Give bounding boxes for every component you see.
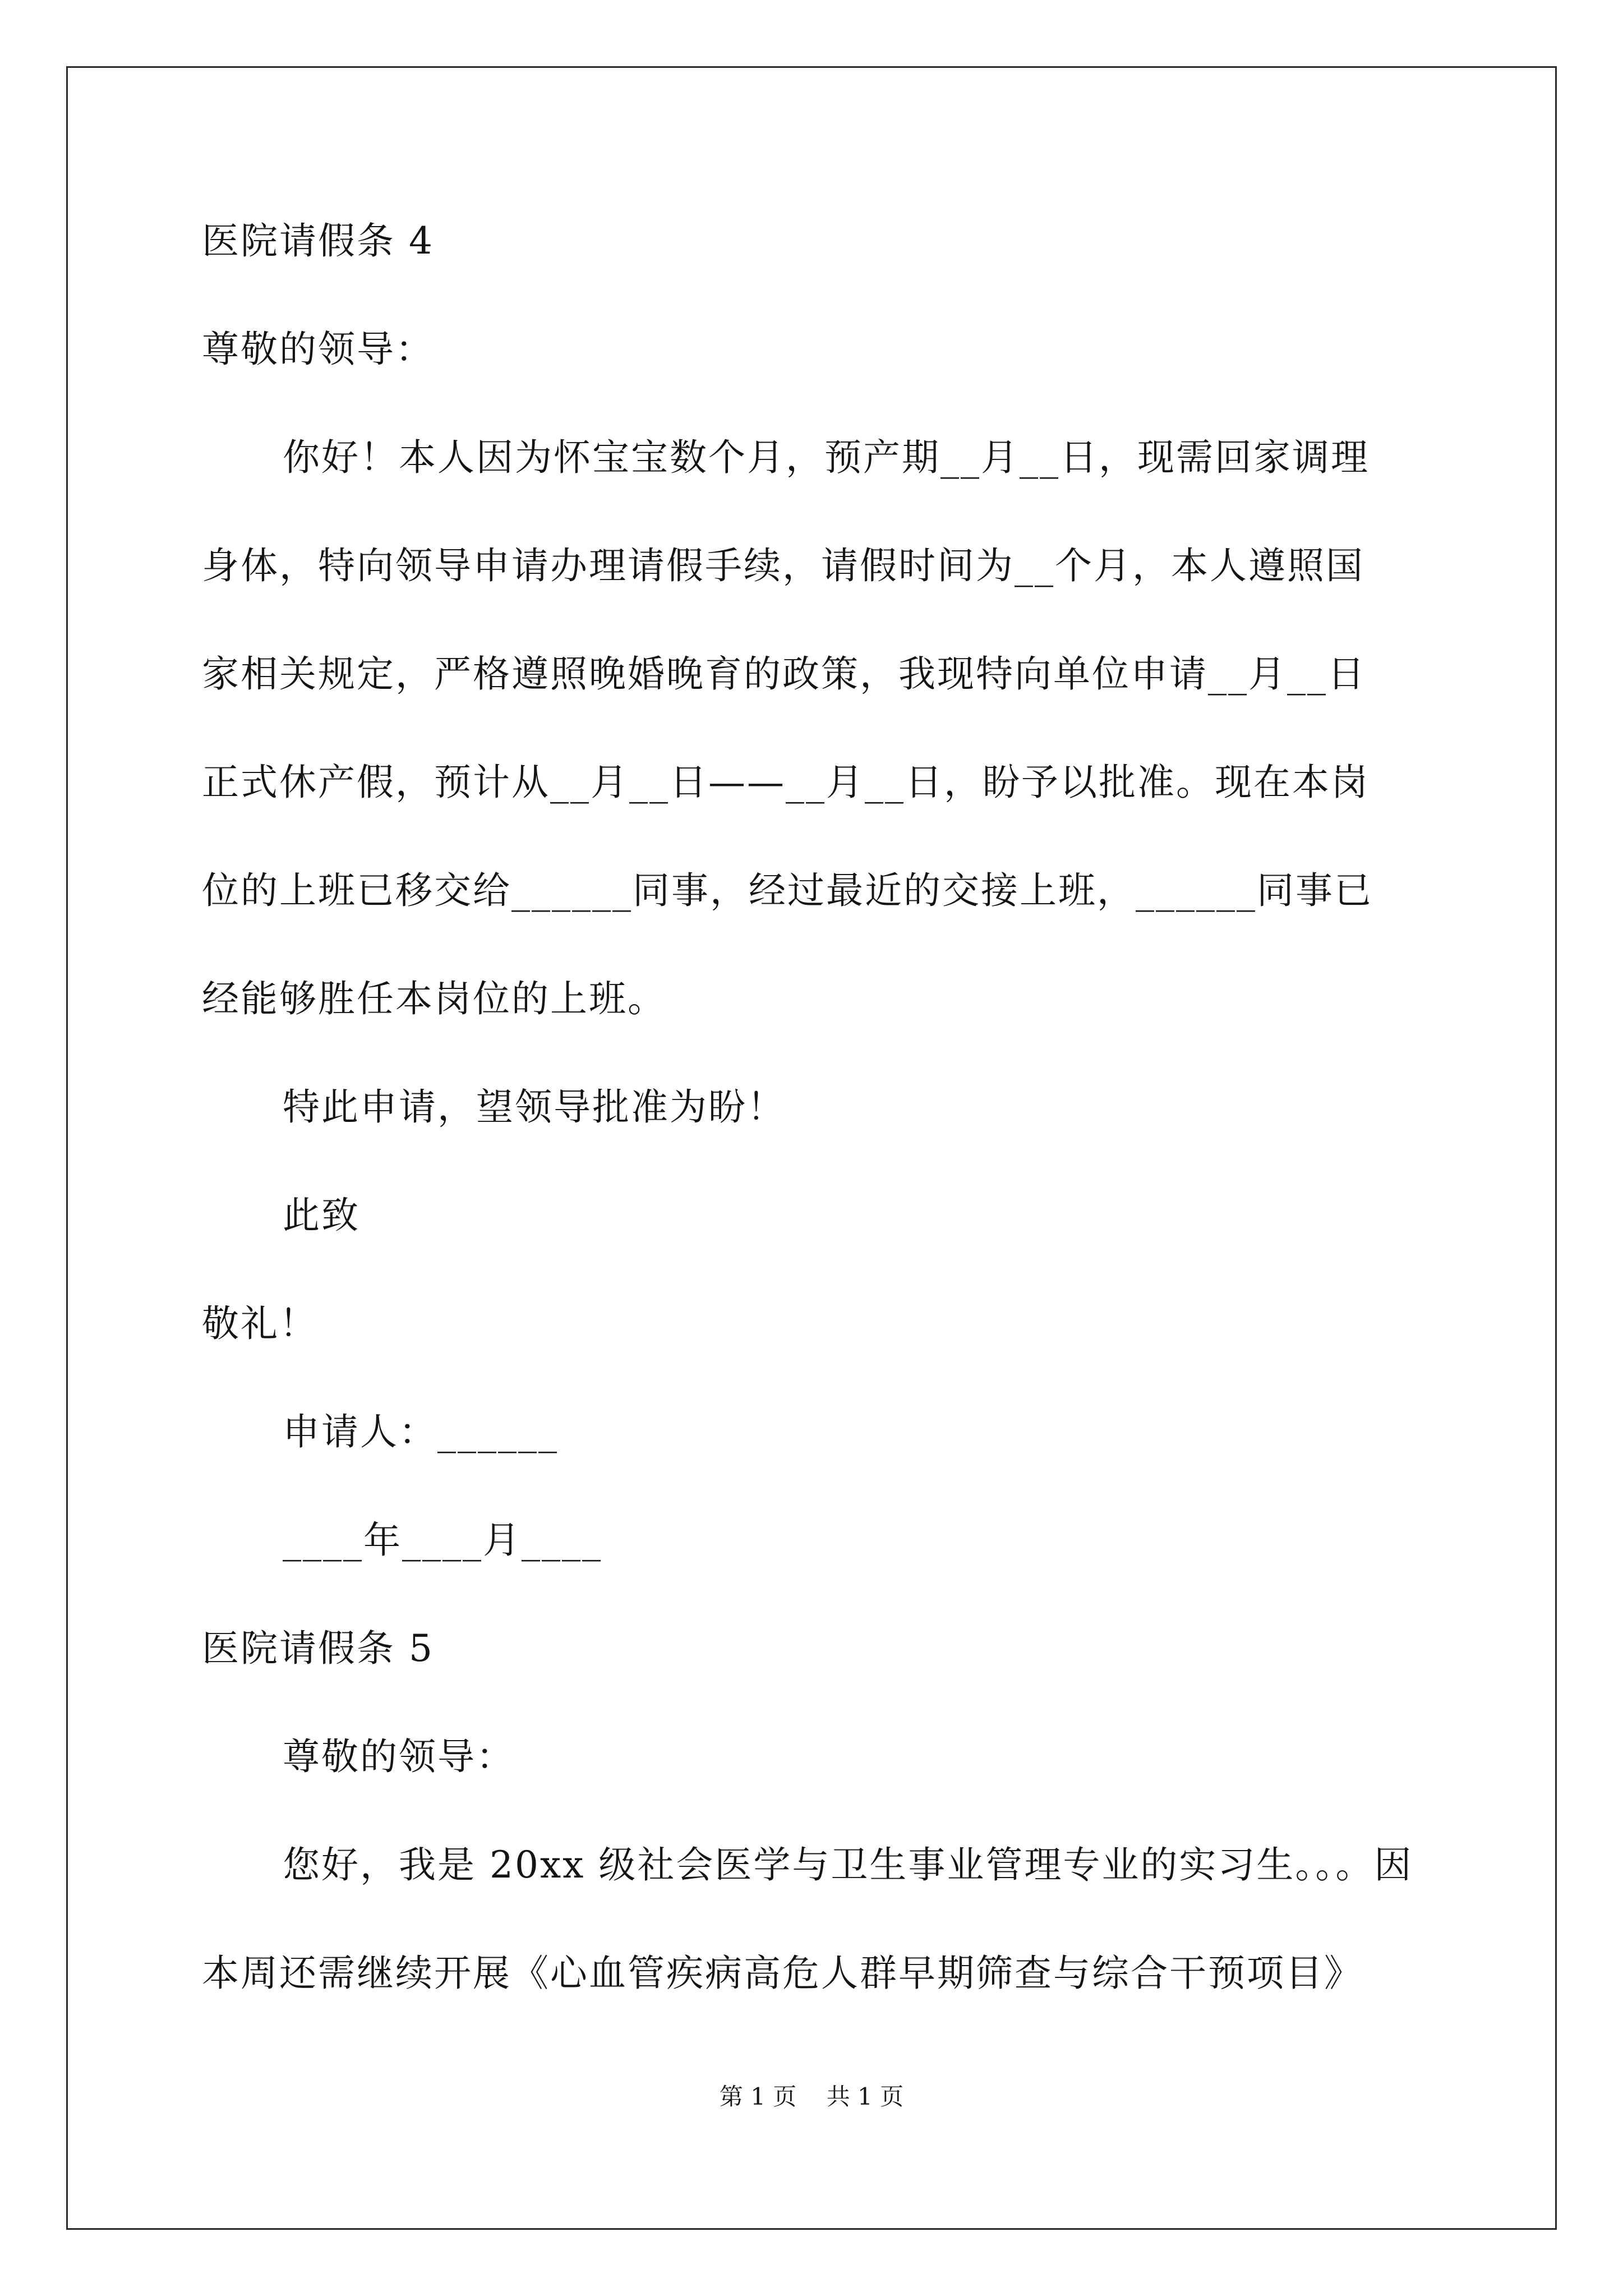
body-paragraph-line: 您好，我是 20xx 级社会医学与卫生事业管理专业的实习生。。。因 bbox=[283, 1843, 1413, 1887]
closing-jingli: 敬礼！ bbox=[202, 1302, 318, 1345]
closing-zhizhi: 此致 bbox=[283, 1194, 360, 1237]
salutation: 尊敬的领导： bbox=[202, 328, 434, 371]
applicant-line: 申请人：______ bbox=[283, 1410, 559, 1453]
body-paragraph-line: 正式休产假，预计从__月__日——__月__日，盼予以批准。现在本岗 bbox=[202, 761, 1370, 804]
salutation: 尊敬的领导： bbox=[283, 1735, 515, 1778]
closing-request: 特此申请，望领导批准为盼！ bbox=[283, 1085, 786, 1129]
section-title-4: 医院请假条 4 bbox=[202, 219, 434, 263]
body-paragraph-line: 经能够胜任本岗位的上班。 bbox=[202, 977, 666, 1020]
body-paragraph-line: 本周还需继续开展《心血管疾病高危人群早期筛查与综合干预项目》 bbox=[202, 1952, 1363, 1995]
body-paragraph-line: 位的上班已移交给______同事，经过最近的交接上班，______同事已 bbox=[202, 869, 1373, 912]
section-title-5: 医院请假条 5 bbox=[202, 1627, 434, 1670]
page-border bbox=[66, 66, 1557, 2230]
body-paragraph-line: 身体，特向领导申请办理请假手续，请假时间为__个月，本人遵照国 bbox=[202, 544, 1364, 587]
body-paragraph-line: 你好！本人因为怀宝宝数个月，预产期__月__日，现需回家调理 bbox=[283, 436, 1370, 479]
body-paragraph-line: 家相关规定，严格遵照晚婚晚育的政策，我现特向单位申请__月__日 bbox=[202, 652, 1366, 696]
date-line: ____年____月____ bbox=[283, 1519, 602, 1562]
page-number-footer: 第 1 页 共 1 页 bbox=[719, 2083, 904, 2110]
